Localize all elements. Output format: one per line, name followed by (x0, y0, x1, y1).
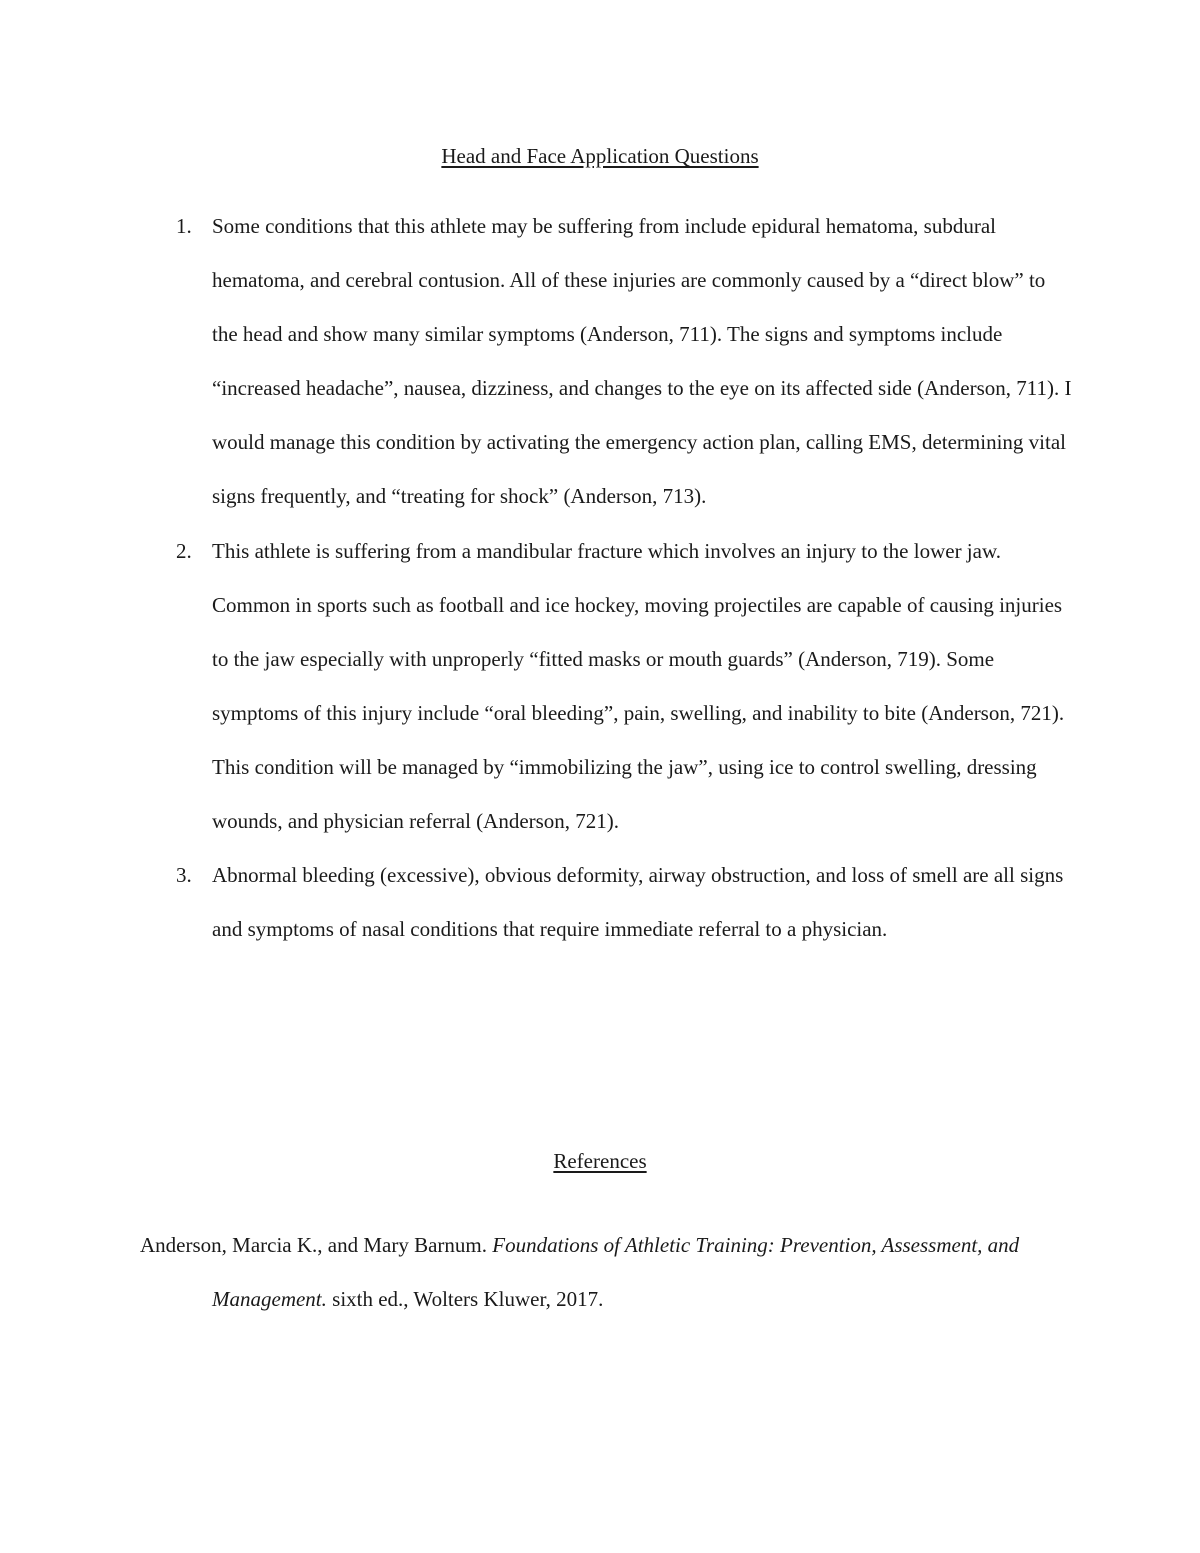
citation-publication: sixth ed., Wolters Kluwer, 2017. (332, 1287, 604, 1312)
citation-authors: Anderson, Marcia K., and Mary Barnum. (140, 1233, 487, 1257)
answer-text: Abnormal bleeding (excessive), obvious deformity, airway obstruction, and loss of smell are all signs and symptoms of nasal conditions that require immediate referral to a physician. (212, 863, 1064, 942)
answer-text: This athlete is suffering from a mandibular fracture which involves an injury to the lower jaw. Common in sports such as football and ice hockey, moving projectiles are capable of causing injuries to the jaw especially with unproperly “fitted masks or mouth guards” (Anderson, 719). Some symptoms of this injury include “oral bleeding”, pain, swelling, and inability to bite (Anderson, 721). This condition will be managed by “immobilizing the jaw”, using ice to control swelling, dressing wounds, and physician referral (Anderson, 721). (212, 538, 1065, 834)
answer-number: 3. (176, 863, 192, 888)
reference-citation (140, 1218, 1112, 1326)
citation-book-title: Foundations of Athletic Training: Prevention, Assessment, and Management. (212, 1233, 1020, 1312)
answer-item-1 (176, 199, 1076, 524)
answer-item-3 (176, 848, 1076, 956)
answer-item-2 (176, 524, 1076, 849)
answer-number: 1. (176, 214, 192, 238)
references-heading: References (553, 1149, 647, 1173)
answer-list (176, 199, 1076, 956)
answer-text: Some conditions that this athlete may be suffering from include epidural hematoma, subdural hematoma, and cerebral contusion. All of these injuries are commonly caused by a “direct blow” to the head and show many similar symptoms (Anderson, 711). The signs and symptoms include “increased headache”, nausea, dizziness, and changes to the eye on its affected side (Anderson, 711). I would manage this condition by activating the emergency action plan, calling EMS, determining vital signs frequently, and “treating for shock” (Anderson, 713). (212, 214, 1072, 509)
page-title: Head and Face Application Questions (441, 144, 759, 168)
answer-number: 2. (176, 538, 192, 563)
